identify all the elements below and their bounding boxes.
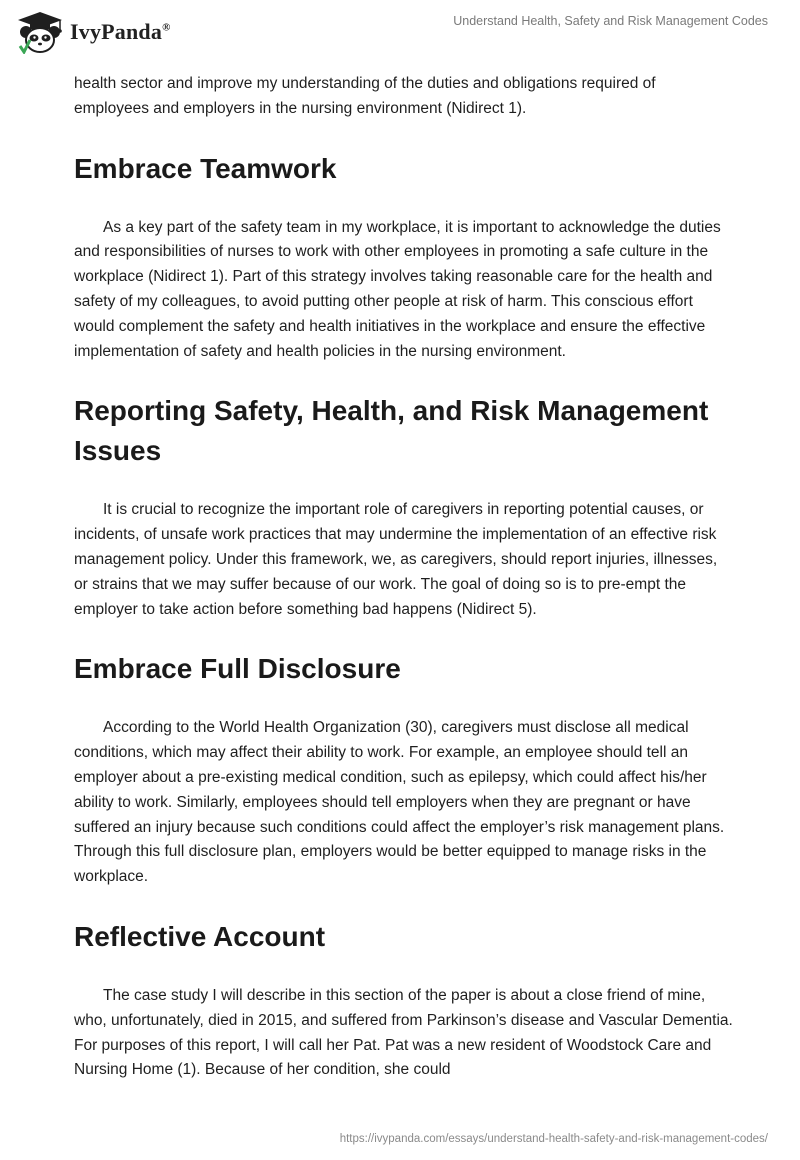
section-heading-reflective: Reflective Account [74,920,326,952]
section-paragraph-reporting: It is crucial to recognize the important role of caregivers in reporting potential causes, or incidents, of unsafe work practices that may undermine the implementation of an effective risk management policy. Under this framework, we, as caregivers, should report injuries, illnesses, or strains that we may suffer because of our work. The goal of doing so is to pre-empt the employer to take action before something bad happens (Nidirect 5). [74,501,718,618]
brand-name [70,19,171,45]
section-heading-disclosure: Embrace Full Disclosure [74,653,401,685]
section-paragraph-disclosure: According to the World Health Organization (30), caregivers must disclose all medical conditions, which may affect their ability to work. For example, an employee should tell an employer about a pre-existing medical condition, such as epilepsy, which could affect his/her ability to work. Similarly, employees should tell employers when they are pregnant or have suffered an injury because such conditions could affect the employer’s risk management plans. Through this full disclosure plan, employers would be better equipped to manage risks in the workplace. [74,719,725,886]
page-header [0,0,800,68]
essay-body [74,72,734,1083]
document-title: Understand Health, Safety and Risk Management Codes [453,14,768,28]
brand-name-text: IvyPanda [70,19,163,44]
section-heading-reporting: Reporting Safety, Health, and Risk Management Issues [74,395,709,467]
section-heading-teamwork: Embrace Teamwork [74,152,337,184]
ivypanda-logo[interactable] [14,10,171,54]
registered-mark: ® [162,21,171,34]
intro-paragraph: health sector and improve my understanding of the duties and obligations required of employees and employers in the nursing environment (Nidirect 1). [74,75,656,117]
source-url[interactable]: https://ivypanda.com/essays/understand-health-safety-and-risk-management-codes/ [339,1133,768,1145]
section-paragraph-reflective: The case study I will describe in this section of the paper is about a close friend of mine, who, unfortunately, died in 2015, and suffered from Parkinson’s disease and Vascular Dementia. For purposes of this report, I will call her Pat. Pat was a new resident of Woodstock Care and Nursing Home (1). Because of her condition, she could [74,986,733,1079]
panda-graduate-icon [14,10,66,54]
section-paragraph-teamwork: As a key part of the safety team in my workplace, it is important to acknowledge the duties and responsibilities of nurses to work with other employees in promoting a safe culture in the workplace (Nidirect 1). Part of this strategy involves taking reasonable care for the health and safety of my colleagues, to avoid putting other people at risk of harm. This conscious effort would complement the safety and health initiatives in the workplace and ensure the effective implementation of safety and health policies in the nursing environment. [74,218,721,360]
